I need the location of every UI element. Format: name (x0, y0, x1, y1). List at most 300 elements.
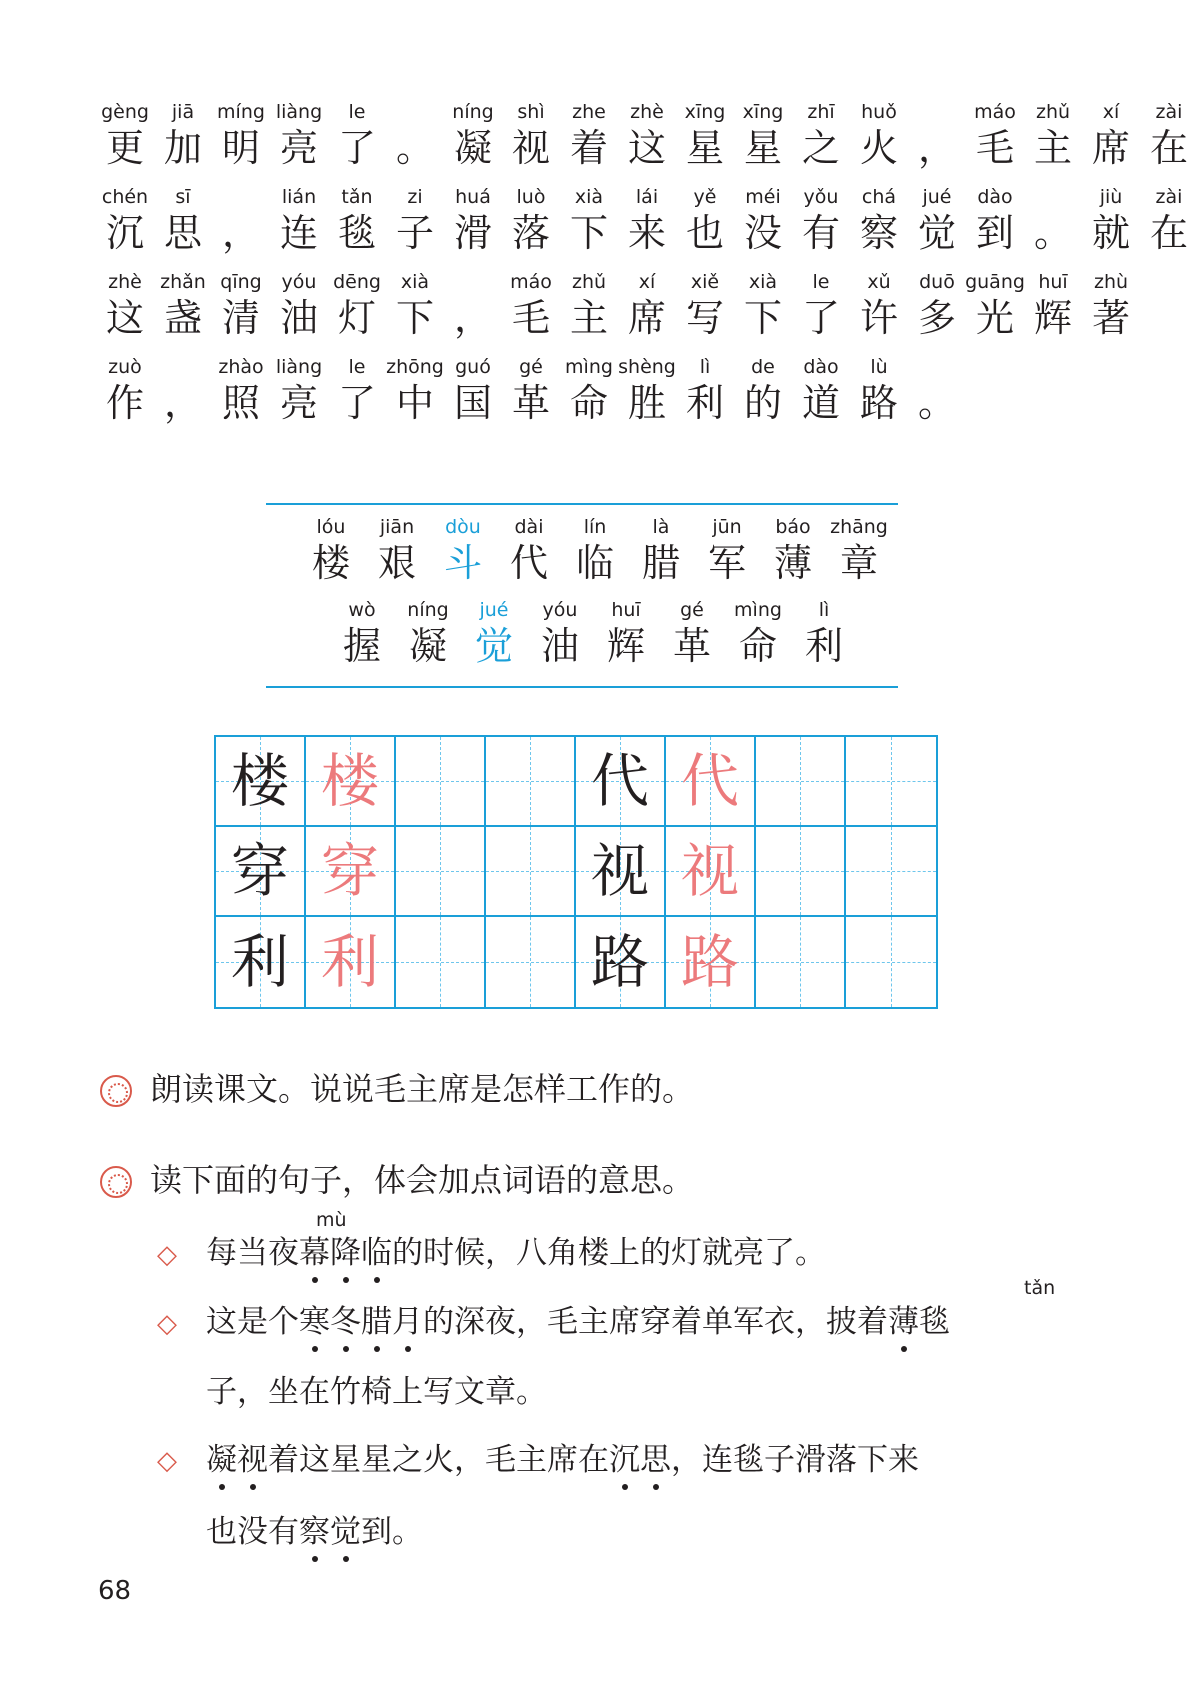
grid-cell (756, 827, 846, 917)
sentence-text: 子，坐在竹椅上写文章。 (206, 1374, 547, 1410)
pinyin: mìng (565, 356, 613, 378)
hanzi: 子 (395, 211, 434, 255)
hanzi: 在 (1149, 211, 1188, 255)
pinyin: lián (281, 186, 317, 208)
pinyin: xí (1102, 101, 1120, 123)
grid-cell (666, 827, 756, 917)
hanzi: 星 (743, 126, 782, 170)
pinyin: mìng (734, 599, 782, 621)
hanzi: 连 (279, 211, 318, 255)
char-cell (792, 270, 850, 342)
char-cell (502, 100, 560, 172)
hanzi: 主 (1033, 126, 1072, 170)
char-cell (850, 185, 908, 257)
diamond-bullet-icon: ◇ (157, 1309, 177, 1339)
pinyin: duō (919, 271, 955, 293)
hanzi: 辉 (1033, 296, 1072, 340)
pinyin: gé (680, 599, 704, 621)
hanzi: 革 (672, 624, 711, 668)
grid-cell (486, 737, 576, 827)
char-cell (966, 100, 1024, 172)
hanzi: 利 (685, 381, 724, 425)
char-cell (618, 185, 676, 257)
char-cell (791, 598, 857, 670)
hanzi: 着 (569, 126, 608, 170)
hanzi: 。 (917, 381, 956, 425)
char-cell (908, 355, 966, 427)
pinyin: guó (455, 356, 491, 378)
hanzi: 亮 (279, 126, 318, 170)
char-cell (212, 100, 270, 172)
char-cell (444, 185, 502, 257)
char-cell (618, 100, 676, 172)
pinyin: yóu (281, 271, 317, 293)
char-cell (298, 515, 364, 587)
hanzi: 艰 (377, 541, 416, 585)
char-cell (560, 185, 618, 257)
pinyin: dòu (445, 516, 481, 538)
char-cell (502, 270, 560, 342)
pinyin: lì (818, 599, 830, 621)
pinyin: xià (574, 186, 604, 208)
sentence-1 (206, 1233, 826, 1273)
hanzi: 了 (337, 381, 376, 425)
pinyin: jiù (1099, 186, 1123, 208)
char-cell (96, 270, 154, 342)
pinyin: chén (101, 186, 149, 208)
grid-cell (756, 737, 846, 827)
char-cell (502, 355, 560, 427)
hanzi: 中 (395, 381, 434, 425)
char-cell (386, 100, 444, 172)
char-cell (502, 185, 560, 257)
sentence-3-line-2 (206, 1512, 423, 1552)
char-cell (444, 355, 502, 427)
pinyin: lái (635, 186, 659, 208)
grid-cell (486, 917, 576, 1007)
char-cell (792, 355, 850, 427)
hanzi: 到 (975, 211, 1014, 255)
grid-cell (666, 917, 756, 1007)
hanzi: 星 (685, 126, 724, 170)
pinyin: zhào (218, 356, 264, 378)
hanzi: 毯 (337, 211, 376, 255)
hanzi: 毛 (511, 296, 550, 340)
hanzi: 沉 (105, 211, 144, 255)
char-cell (618, 355, 676, 427)
char-cell (328, 100, 386, 172)
pinyin: níng (407, 599, 449, 621)
model-character: 楼 (230, 747, 289, 815)
char-cell (760, 515, 826, 587)
hanzi: 更 (105, 126, 144, 170)
pinyin: shèng (618, 356, 676, 378)
passage-line (96, 100, 1191, 172)
hanzi: 觉 (917, 211, 956, 255)
hanzi: 道 (801, 381, 840, 425)
seal-icon (100, 1075, 132, 1107)
pinyin: xià (748, 271, 778, 293)
pinyin: zài (1155, 186, 1183, 208)
pinyin: huī (1038, 271, 1068, 293)
pinyin: báo (775, 516, 811, 538)
char-cell (444, 100, 502, 172)
pinyin: zhǔ (1035, 101, 1071, 123)
grid-cell (486, 827, 576, 917)
pinyin: liàng (275, 101, 323, 123)
char-cell (908, 100, 966, 172)
char-cell (328, 185, 386, 257)
sentence-text: 的时候，八角楼上的灯就亮了。 (392, 1235, 826, 1271)
char-cell (527, 598, 593, 670)
pinyin: jiān (379, 516, 415, 538)
sentence-2-line-2 (206, 1372, 547, 1412)
trace-character: 楼 (320, 747, 379, 815)
sentence-text: 也没有 (206, 1514, 299, 1550)
pinyin: de (751, 356, 775, 378)
hanzi: ， (453, 296, 492, 340)
hanzi: 清 (221, 296, 260, 340)
char-cell (364, 515, 430, 587)
pinyin: zhǎn (160, 271, 206, 293)
pinyin: lù (870, 356, 888, 378)
pinyin: zhù (1093, 271, 1129, 293)
char-cell (1024, 185, 1082, 257)
char-cell (676, 100, 734, 172)
char-cell (96, 100, 154, 172)
char-cell (966, 270, 1024, 342)
char-cell (386, 355, 444, 427)
hanzi: 下 (743, 296, 782, 340)
hanzi: 腊 (641, 541, 680, 585)
char-cell (676, 355, 734, 427)
emphasized-char: 临 (361, 1235, 392, 1271)
sentence-text: ，连毯子滑落下来 (671, 1442, 919, 1478)
grid-cell (666, 737, 756, 827)
hanzi: 了 (337, 126, 376, 170)
hanzi: 毛 (975, 126, 1014, 170)
grid-cell (306, 827, 396, 917)
grid-cell (576, 827, 666, 917)
char-cell (444, 270, 502, 342)
hanzi: 席 (1091, 126, 1130, 170)
char-cell (1140, 100, 1191, 172)
sentence-text: 这是个 (206, 1304, 299, 1340)
pinyin: le (348, 101, 366, 123)
grid-cell (216, 827, 306, 917)
model-character: 穿 (230, 837, 289, 905)
char-cell (1082, 270, 1140, 342)
hanzi: 灯 (337, 296, 376, 340)
pinyin: jué (922, 186, 952, 208)
hanzi: 之 (801, 126, 840, 170)
char-cell (1140, 185, 1191, 257)
pinyin: shì (517, 101, 545, 123)
hanzi: 下 (395, 296, 434, 340)
grid-cell (216, 737, 306, 827)
hanzi: 军 (707, 541, 746, 585)
hanzi: 楼 (311, 541, 350, 585)
pinyin: huá (455, 186, 491, 208)
char-cell (270, 185, 328, 257)
pinyin: máo (974, 101, 1016, 123)
char-cell (96, 185, 154, 257)
model-character: 代 (590, 747, 649, 815)
emphasized-char: 觉 (330, 1514, 361, 1550)
char-cell (792, 185, 850, 257)
sentence-text: 着这星星之火，毛主席在 (268, 1442, 609, 1478)
writing-grid (214, 735, 938, 1009)
hanzi: 觉 (474, 624, 513, 668)
char-cell (694, 515, 760, 587)
hanzi: 在 (1149, 126, 1188, 170)
grid-cell (396, 827, 486, 917)
pinyin: guāng (965, 271, 1025, 293)
pinyin: lín (583, 516, 607, 538)
sentence-text: 毯 (919, 1304, 950, 1340)
pinyin: máo (510, 271, 552, 293)
hanzi: 主 (569, 296, 608, 340)
hanzi: 凝 (408, 624, 447, 668)
grid-cell (756, 917, 846, 1007)
char-cell (212, 355, 270, 427)
char-cell (329, 598, 395, 670)
hanzi: 写 (685, 296, 724, 340)
pinyin: zi (407, 186, 423, 208)
hanzi: 路 (859, 381, 898, 425)
pinyin: zuò (108, 356, 142, 378)
pinyin: xīng (684, 101, 726, 123)
char-cell (734, 355, 792, 427)
pinyin: xià (400, 271, 430, 293)
exercise-2: 读下面的句子，体会加点词语的意思。 (150, 1161, 695, 1199)
pinyin: zhāng (830, 516, 888, 538)
char-cell (154, 355, 212, 427)
char-cell (725, 598, 791, 670)
diamond-bullet-icon: ◇ (157, 1446, 177, 1476)
pinyin: le (812, 271, 830, 293)
pinyin: dào (977, 186, 1013, 208)
char-cell (212, 270, 270, 342)
char-cell (734, 270, 792, 342)
passage-line (96, 185, 1191, 257)
hanzi: 斗 (443, 541, 482, 585)
pinyin: zhe (572, 101, 606, 123)
char-cell (562, 515, 628, 587)
pinyin: huǒ (861, 101, 897, 123)
trace-character: 视 (680, 837, 739, 905)
char-cell (850, 270, 908, 342)
char-cell (96, 355, 154, 427)
pinyin: yǒu (803, 186, 839, 208)
pinyin: zhè (108, 271, 142, 293)
char-cell (908, 185, 966, 257)
hanzi: ， (163, 381, 202, 425)
hanzi: 著 (1091, 296, 1130, 340)
char-cell (1024, 270, 1082, 342)
hanzi: 席 (627, 296, 666, 340)
pinyin: le (348, 356, 366, 378)
grid-cell (396, 917, 486, 1007)
hanzi: 辉 (606, 624, 645, 668)
grid-cell (846, 737, 936, 827)
char-cell (560, 270, 618, 342)
char-cell (560, 100, 618, 172)
pinyin: qīng (220, 271, 262, 293)
hanzi: 多 (917, 296, 956, 340)
hanzi: 利 (804, 624, 843, 668)
emphasized-char: 降 (330, 1235, 361, 1271)
pinyin: zhōng (386, 356, 444, 378)
hanzi: 下 (569, 211, 608, 255)
pinyin: lì (699, 356, 711, 378)
passage-line (96, 355, 966, 427)
top-rule (266, 503, 898, 505)
char-cell (386, 270, 444, 342)
char-cell (850, 355, 908, 427)
hanzi: 油 (279, 296, 318, 340)
char-cell (154, 185, 212, 257)
pinyin: yóu (542, 599, 578, 621)
hanzi: 章 (839, 541, 878, 585)
emphasized-char: 冬 (330, 1304, 361, 1340)
hanzi: ， (917, 126, 956, 170)
char-cell (676, 185, 734, 257)
pinyin: míng (217, 101, 265, 123)
pinyin: là (652, 516, 670, 538)
char-cell (430, 515, 496, 587)
pinyin: xīng (742, 101, 784, 123)
sentence-text: 到。 (361, 1514, 423, 1550)
pinyin: yě (693, 186, 717, 208)
hanzi: 没 (743, 211, 782, 255)
model-character: 路 (590, 928, 649, 996)
pinyin-annotation: mù (316, 1209, 347, 1231)
grid-cell (396, 737, 486, 827)
char-cell (154, 100, 212, 172)
grid-cell (306, 917, 396, 1007)
char-cell (328, 355, 386, 427)
emphasized-char: 月 (392, 1304, 423, 1340)
grid-cell (846, 917, 936, 1007)
hanzi: 这 (105, 296, 144, 340)
trace-character: 穿 (320, 837, 379, 905)
hanzi: 命 (738, 624, 777, 668)
pinyin: xǔ (867, 271, 891, 293)
hanzi: 握 (342, 624, 381, 668)
hanzi: 油 (540, 624, 579, 668)
grid-cell (576, 917, 666, 1007)
trace-character: 利 (320, 928, 379, 996)
pinyin: sī (175, 186, 191, 208)
hanzi: 的 (743, 381, 782, 425)
char-cell (461, 598, 527, 670)
char-cell (676, 270, 734, 342)
char-cell (908, 270, 966, 342)
emphasized-char: 视 (237, 1442, 268, 1478)
trace-character: 代 (680, 747, 739, 815)
pinyin: zhǔ (571, 271, 607, 293)
page-number: 68 (98, 1576, 132, 1606)
pinyin: méi (745, 186, 781, 208)
char-cell (212, 185, 270, 257)
hanzi: 许 (859, 296, 898, 340)
hanzi: 。 (395, 126, 434, 170)
pinyin: jiā (171, 101, 195, 123)
pinyin: zhī (807, 101, 835, 123)
char-cell (826, 515, 892, 587)
char-cell (270, 100, 328, 172)
hanzi: 盏 (163, 296, 202, 340)
hanzi: 思 (163, 211, 202, 255)
pinyin: zhè (630, 101, 664, 123)
char-cell (792, 100, 850, 172)
trace-character: 路 (680, 928, 739, 996)
hanzi: 薄 (773, 541, 812, 585)
emphasized-char: 幕 (299, 1235, 330, 1271)
char-cell (270, 355, 328, 427)
pinyin: tǎn (341, 186, 373, 208)
char-cell (328, 270, 386, 342)
pinyin: dài (514, 516, 544, 538)
sentence-text: 的深夜，毛主席穿着单军衣，披着 (423, 1304, 888, 1340)
char-cell (395, 598, 461, 670)
hanzi: 国 (453, 381, 492, 425)
grid-cell (306, 737, 396, 827)
hanzi: 光 (975, 296, 1014, 340)
char-cell (593, 598, 659, 670)
hanzi: 代 (509, 541, 548, 585)
emphasized-char: 沉 (609, 1442, 640, 1478)
pinyin-annotation: tǎn (1024, 1277, 1056, 1299)
char-cell (966, 185, 1024, 257)
pinyin: wò (348, 599, 376, 621)
hanzi: 作 (105, 381, 144, 425)
char-cell (1024, 100, 1082, 172)
char-cell (560, 355, 618, 427)
emphasized-char: 察 (299, 1514, 330, 1550)
hanzi: 有 (801, 211, 840, 255)
hanzi: 照 (221, 381, 260, 425)
hanzi: 革 (511, 381, 550, 425)
emphasized-char: 腊 (361, 1304, 392, 1340)
pinyin: níng (452, 101, 494, 123)
char-cell (850, 100, 908, 172)
hanzi: 滑 (453, 211, 492, 255)
char-cell (154, 270, 212, 342)
pinyin: dào (803, 356, 839, 378)
pinyin: luò (516, 186, 546, 208)
grid-cell (846, 827, 936, 917)
bottom-rule (266, 686, 898, 688)
hanzi: 了 (801, 296, 840, 340)
char-cell (496, 515, 562, 587)
emphasized-char: 思 (640, 1442, 671, 1478)
char-cell (659, 598, 725, 670)
pinyin: zài (1155, 101, 1183, 123)
hanzi: 察 (859, 211, 898, 255)
hanzi: 来 (627, 211, 666, 255)
char-cell (1082, 100, 1140, 172)
char-cell (618, 270, 676, 342)
hanzi: 凝 (453, 126, 492, 170)
seal-icon (100, 1166, 132, 1198)
hanzi: 这 (627, 126, 666, 170)
new-chars-row-1 (298, 515, 892, 587)
hanzi: ， (221, 211, 260, 255)
sentence-2-line-1 (206, 1302, 950, 1342)
sentence-text: 每当夜 (206, 1235, 299, 1271)
